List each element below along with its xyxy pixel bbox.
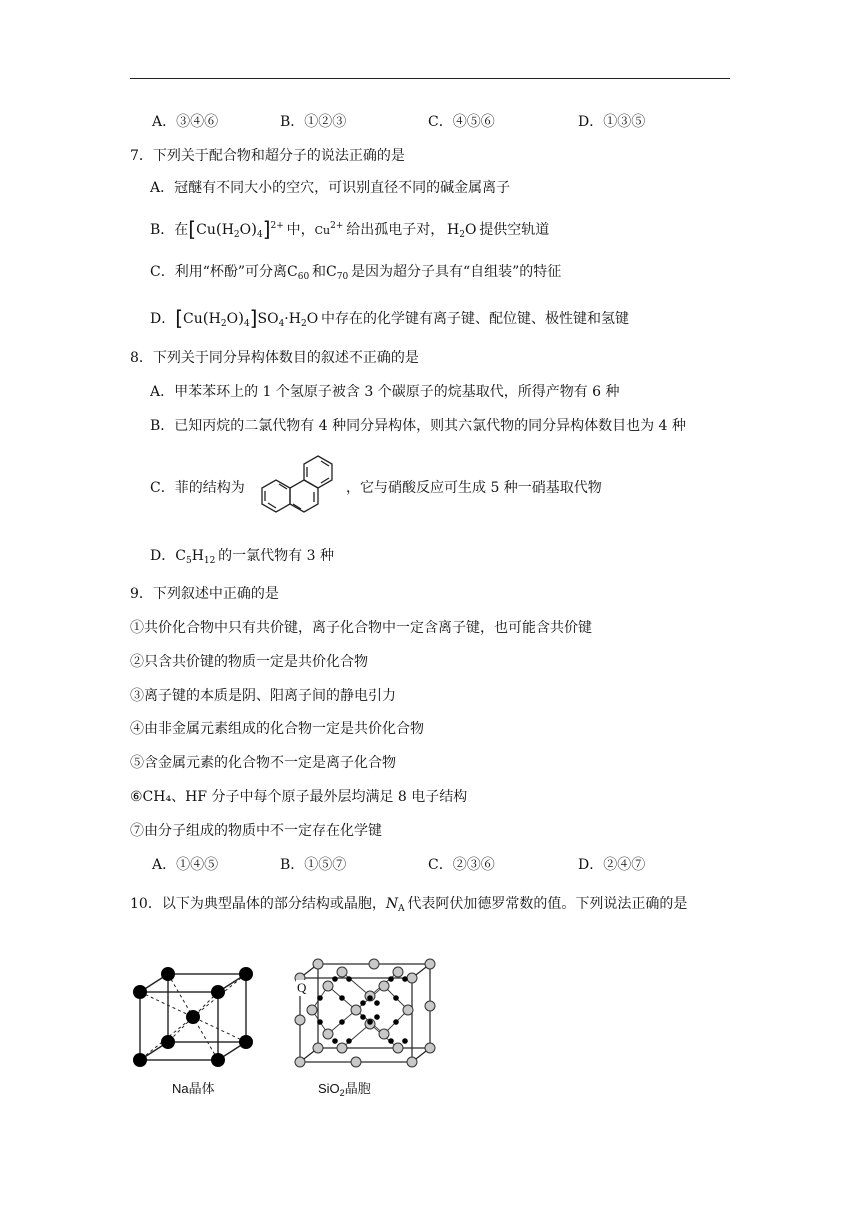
- q8-option-a[interactable]: A．甲苯苯环上的 1 个氢原子被含 3 个碳原子的烷基取代，所得产物有 6 种: [150, 384, 620, 400]
- q7-d-pre: D．: [150, 311, 176, 327]
- sio2-caption: SiO$_2$晶胞: [318, 1081, 371, 1098]
- na-crystal-caption: Na晶体: [172, 1081, 215, 1096]
- sio2-unit-cell-diagram: [290, 958, 440, 1070]
- q7-c-and: 和: [312, 264, 326, 280]
- q9-statement-3: ③离子键的本质是阴、阳离子间的静电引力: [130, 688, 396, 704]
- q7-d-post: 中存在的化学键有离子键、配位键、极性键和氢键: [320, 311, 629, 327]
- q9-statement-7: ⑦由分子组成的物质中不一定存在化学键: [130, 823, 382, 839]
- q7-option-d[interactable]: D．$[Cu(H_2O)_4]SO_4\cdot H_2O$ 中存在的化学键有离子键、配位键、极性键和氢键: [150, 306, 629, 330]
- q7-stem: 7．下列关于配合物和超分子的说法正确的是: [130, 148, 405, 164]
- q6-option-b[interactable]: B．①②③: [280, 114, 347, 130]
- q6-option-d[interactable]: D．①③⑤: [578, 114, 646, 130]
- sio2-q-label: Q: [297, 980, 307, 995]
- q7-option-b[interactable]: B．在$[Cu(H_2O)_4]^{2+}$ 中，$Cu^{2+}$ 给出孤电子对， $H_2O$ 提供空轨道: [150, 217, 550, 241]
- q10-stem-pre: 10．以下为典型晶体的部分结构或晶胞，: [130, 896, 386, 912]
- q8-option-d[interactable]: D．$C_5H_{12}$ 的一氯代物有 3 种: [150, 548, 334, 566]
- q7-option-c[interactable]: C．利用“杯酚”可分离$C_{60}$ 和$C_{70}$ 是因为超分子具有“自组装”的特征: [150, 264, 562, 282]
- sio2-caption-text: 晶胞: [344, 1081, 371, 1096]
- q7-b-tail: 给出孤电子对，: [346, 222, 445, 238]
- q7-c-pre: C．利用“杯酚”可分离: [150, 264, 288, 280]
- q9-option-a[interactable]: A．①④⑤: [152, 857, 219, 873]
- q9-stem: 9．下列叙述中正确的是: [130, 586, 279, 602]
- q8-c-pre[interactable]: C．菲的结构为: [150, 480, 245, 496]
- q9-statement-1: ①共价化合物中只有共价键，离子化合物中一定含离子键，也可能含共价键: [130, 620, 592, 636]
- na-crystal-diagram: [128, 962, 268, 1067]
- q10-stem-post: 代表阿伏加德罗常数的值。下列说法正确的是: [407, 896, 688, 912]
- q6-option-c[interactable]: C．④⑤⑥: [428, 114, 495, 130]
- q9-statement-2: ②只含共价键的物质一定是共价化合物: [130, 654, 368, 670]
- sio2-caption-formula: SiO: [318, 1081, 340, 1096]
- q8-d-pre: D．: [150, 548, 176, 564]
- q7-option-a[interactable]: A．冠醚有不同大小的空穴，可识别直径不同的碱金属离子: [150, 180, 511, 196]
- q6-option-a[interactable]: A．③④⑥: [152, 114, 219, 130]
- q10-stem: 10．以下为典型晶体的部分结构或晶胞，$N_A$ 代表阿伏加德罗常数的值。下列说法正确的是: [130, 896, 688, 914]
- q8-stem: 8．下列关于同分异构体数目的叙述不正确的是: [130, 350, 419, 366]
- q7-b-end: 提供空轨道: [479, 222, 550, 238]
- q8-option-b[interactable]: B．已知丙烷的二氯代物有 4 种同分异构体，则其六氯代物的同分异构体数目也为 4 种: [150, 418, 686, 434]
- phenanthrene-structure: [248, 448, 358, 528]
- q7-b-post: 中，: [286, 222, 315, 238]
- q9-option-c[interactable]: C．②③⑥: [428, 857, 495, 873]
- q7-c-post: 是因为超分子具有“自组装”的特征: [350, 264, 562, 280]
- q8-d-post: 的一氯代物有 3 种: [218, 548, 334, 564]
- q8-c-post: ，它与硝酸反应可生成 5 种一硝基取代物: [346, 480, 602, 496]
- q9-statement-4: ④由非金属元素组成的化合物一定是共价化合物: [130, 721, 424, 737]
- q9-statement-6: ⑥CH₄、HF 分子中每个原子最外层均满足 8 电子结构: [130, 789, 468, 805]
- q9-option-d[interactable]: D．②④⑦: [578, 857, 646, 873]
- q7-b-pre: B．在: [150, 222, 189, 238]
- q9-option-b[interactable]: B．①⑤⑦: [280, 857, 347, 873]
- header-rule: [130, 78, 730, 79]
- q9-statement-5: ⑤含金属元素的化合物不一定是离子化合物: [130, 755, 396, 771]
